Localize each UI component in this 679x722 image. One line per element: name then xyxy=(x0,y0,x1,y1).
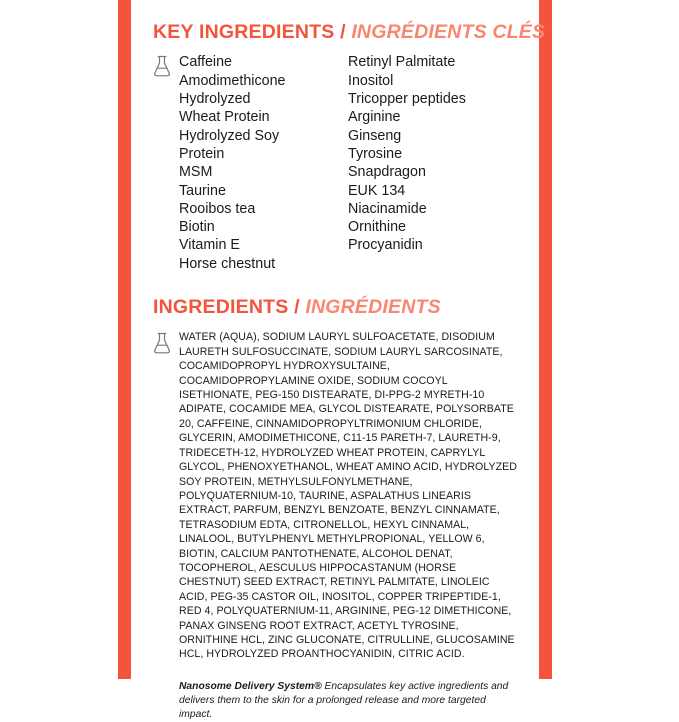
ingredients-separator: / xyxy=(294,296,300,318)
list-item: Snapdragon xyxy=(348,164,426,181)
key-ingredients-column-right xyxy=(348,53,517,273)
nanosome-label: Nanosome Delivery System® xyxy=(179,680,322,692)
key-ingredients-title-en: KEY INGREDIENTS xyxy=(153,21,335,43)
list-item: Tyrosine xyxy=(348,145,403,162)
nanosome-text: Encapsulates key active ingredients and delivers them to the skin for a prolonged release and more targeted impact. xyxy=(179,680,509,721)
list-item: Retinyl Palmitate xyxy=(348,54,456,71)
list-item: Caffeine xyxy=(179,54,232,71)
list-item: Inositol xyxy=(348,72,394,89)
nanosome-footnote xyxy=(153,680,517,722)
top-spacer xyxy=(153,0,517,10)
list-item: Vitamin E xyxy=(179,237,240,254)
list-item: Biotin xyxy=(179,219,215,236)
list-item: Arginine xyxy=(348,109,401,126)
list-item: MSM xyxy=(179,164,213,181)
key-ingredients-columns xyxy=(179,53,517,273)
ingredients-title-en: INGREDIENTS xyxy=(153,296,289,318)
list-item: Hydrolyzed xyxy=(179,91,251,108)
list-item: Amodimethicone xyxy=(179,72,286,89)
ingredients-body xyxy=(153,330,517,661)
key-ingredients-column-left xyxy=(179,53,348,273)
list-item: Rooibos tea xyxy=(179,200,256,217)
list-item: Niacinamide xyxy=(348,200,427,217)
orange-panel xyxy=(118,0,552,721)
list-item: Protein xyxy=(179,145,225,162)
ingredients-heading xyxy=(153,273,517,330)
flask-icon xyxy=(153,55,171,77)
key-ingredients-title-fr: INGRÉDIENTS CLÉS xyxy=(351,21,546,43)
list-item: Hydrolyzed Soy xyxy=(179,127,280,144)
list-item: Wheat Protein xyxy=(179,109,270,126)
list-item: Taurine xyxy=(179,182,226,199)
key-ingredients-body xyxy=(153,53,517,273)
list-item: Ginseng xyxy=(348,127,402,144)
list-item: Tricopper peptides xyxy=(348,91,466,108)
flask-icon xyxy=(153,332,171,354)
ingredients-title-fr: INGRÉDIENTS xyxy=(305,296,441,318)
ingredients-text: WATER (AQUA), SODIUM LAURYL SULFOACETATE, DISODIUM LAURETH SULFOSUCCINATE, SODIUM LAURYL SARCOSINATE, COCAMIDOPROPYL HYDROXYSULTAINE, COCAMIDOPROPYLAMINE OXIDE, SODIUM COCOYL ISETHIONATE, PEG-150 DISTEARATE, DI-PPG-2 MYRETH-10 ADIPATE, COCAMIDE MEA, GLYCOL DISTEARATE, POLYSORBATE 20, CAFFEINE, CINNAMIDOPROPYLTRIMONIUM CHLORIDE, GLYCERIN, AMODIMETHICONE, C11-15 PARETH-7, LAURETH-9, TRIDECETH-12, HYDROLYZED WHEAT PROTEIN, CAPRYLYL GLYCOL, PHENOXYETHANOL, WHEAT AMINO ACID, HYDROLYZED SOY PROTEIN, METHYLSULFONYLMETHANE, POLYQUATERNIUM-10, TAURINE, ASPALATHUS LINEARIS EXTRACT, PARFUM, BENZYL BENZOATE, BENZYL CINNAMATE, TETRASODIUM EDTA, CITRONELLOL, HEXYL CINNAMAL, LINALOOL, BUTYLPHENYL METHYLPROPIONAL, YELLOW 6, BIOTIN, CALCIUM PANTOTHENATE, ALCOHOL DENAT, TOCOPHEROL, AESCULUS HIPPOCASTANUM (HORSE CHESTNUT) SEED EXTRACT, RETINYL PALMITATE, LINOLEIC ACID, PEG-35 CASTOR OIL, INOSITOL, COPPER TRIPEPTIDE-1, RED 4, POLYQUATERNIUM-11, ARGININE, PEG-12 DIMETHICONE, PANAX GINSENG ROOT EXTRACT, ACETYL TYROSINE, ORNITHINE HCL, ZINC GLUCONATE, CITRULLINE, GLUCOSAMINE HCL, HYDROLYZED PROANTHOCYANIDIN, CITRIC ACID. xyxy=(179,331,517,661)
list-item: Ornithine xyxy=(348,219,407,236)
label-content xyxy=(131,0,546,721)
key-ingredients-list-left xyxy=(179,53,348,273)
list-item: Horse chestnut xyxy=(179,255,276,272)
key-ingredients-list-right xyxy=(348,53,517,254)
key-ingredients-separator: / xyxy=(340,21,346,43)
key-ingredients-heading xyxy=(153,10,546,53)
list-item: EUK 134 xyxy=(348,182,406,199)
list-item: Procyanidin xyxy=(348,237,423,254)
